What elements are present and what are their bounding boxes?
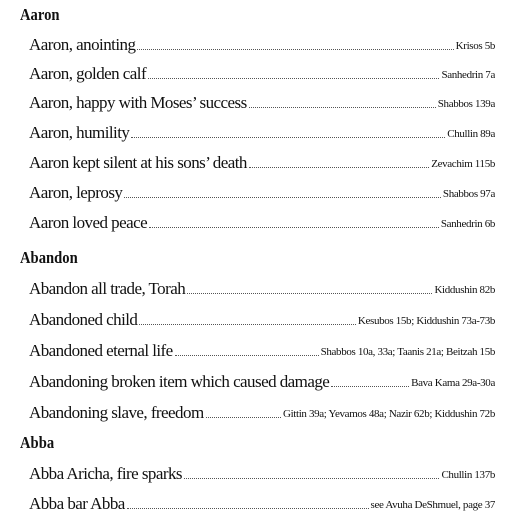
dot-leader: [127, 508, 369, 509]
index-entry: [29, 153, 495, 173]
entry-term: Abandoned child: [29, 310, 138, 329]
dot-leader: [331, 386, 409, 387]
entry-term: Abandon all trade, Torah: [29, 279, 186, 298]
entry-reference: Shabbos 97a: [442, 188, 495, 200]
index-entry: [29, 403, 495, 423]
entry-reference: see Avuha DeShmuel, page 37: [370, 499, 495, 511]
index-entry: [29, 372, 495, 392]
entry-term: Aaron loved peace: [29, 213, 148, 232]
entry-term: Abandoning broken item which caused damage: [29, 372, 330, 391]
section-heading-abba: Abba: [20, 433, 55, 452]
dot-leader: [149, 227, 439, 228]
dot-leader: [139, 324, 356, 325]
index-entry: [29, 341, 495, 361]
index-entry: [29, 64, 495, 84]
dot-leader: [184, 478, 439, 479]
entry-term: Abba bar Abba: [29, 494, 125, 513]
entry-term: Aaron, anointing: [29, 35, 136, 54]
dot-leader: [137, 49, 453, 50]
entry-reference: Gittin 39a; Yevamos 48a; Nazir 62b; Kiddushin 72b: [282, 408, 495, 420]
entry-reference: Shabbos 10a, 33a; Taanis 21a; Beitzah 15b: [320, 346, 495, 358]
index-entry: [29, 279, 495, 299]
index-entry: [29, 464, 495, 484]
entry-reference: Zevachim 115b: [431, 158, 495, 170]
dot-leader: [249, 107, 436, 108]
dot-leader: [124, 197, 441, 198]
dot-leader: [131, 137, 445, 138]
entry-term: Aaron, leprosy: [29, 183, 123, 202]
section-heading-abandon: Abandon: [20, 248, 78, 267]
index-entry: [29, 310, 495, 330]
entry-reference: Krisos 5b: [455, 40, 495, 52]
index-entry: [29, 183, 495, 203]
entry-term: Aaron kept silent at his sons’ death: [29, 153, 247, 172]
index-entry: [29, 35, 495, 55]
index-entry: [29, 123, 495, 143]
dot-leader: [187, 293, 432, 294]
entry-term: Aaron, humility: [29, 123, 130, 142]
entry-reference: Shabbos 139a: [437, 98, 495, 110]
entry-reference: Bava Kama 29a-30a: [411, 377, 495, 389]
index-entry: [29, 93, 495, 113]
entry-term: Abandoned eternal life: [29, 341, 173, 360]
index-entry: [29, 213, 495, 233]
entry-term: Abandoning slave, freedom: [29, 403, 204, 422]
dot-leader: [249, 167, 429, 168]
entry-reference: Chullin 89a: [447, 128, 495, 140]
entry-reference: Kesubos 15b; Kiddushin 73a-73b: [357, 315, 495, 327]
dot-leader: [206, 417, 281, 418]
index-entry: [29, 494, 495, 514]
entry-reference: Sanhedrin 7a: [441, 69, 495, 81]
section-heading-aaron: Aaron: [20, 5, 60, 24]
entry-reference: Kiddushin 82b: [434, 284, 495, 296]
entry-term: Abba Aricha, fire sparks: [29, 464, 182, 483]
entry-term: Aaron, golden calf: [29, 64, 147, 83]
dot-leader: [175, 355, 319, 356]
entry-reference: Sanhedrin 6b: [440, 218, 495, 230]
dot-leader: [148, 78, 439, 79]
entry-term: Aaron, happy with Moses’ success: [29, 93, 247, 112]
entry-reference: Chullin 137b: [441, 469, 495, 481]
